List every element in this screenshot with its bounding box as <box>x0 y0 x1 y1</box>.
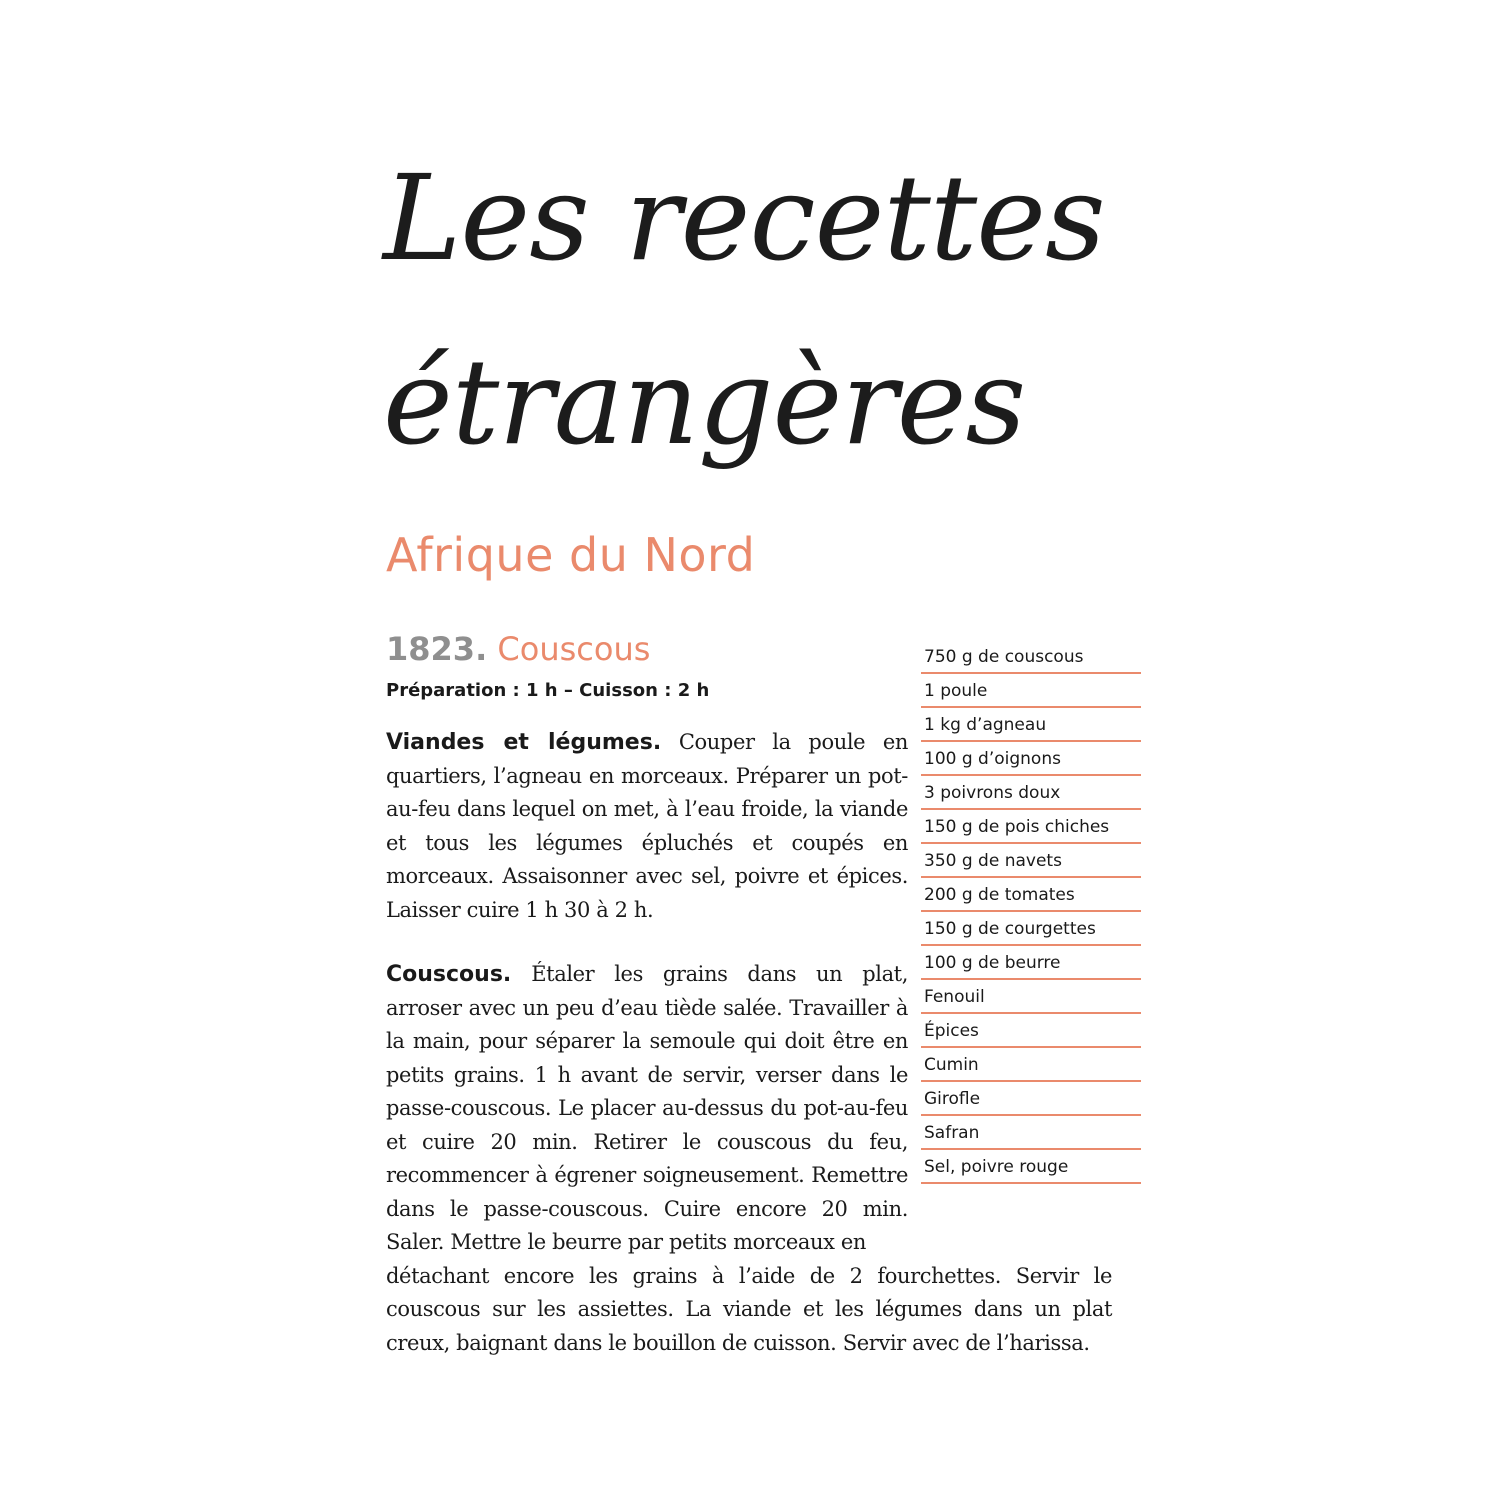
ingredient-item: Cumin <box>921 1048 1141 1082</box>
ingredient-item: 1 kg d’agneau <box>921 708 1141 742</box>
recipe-name: Couscous <box>497 630 651 668</box>
title-line-2: étrangères <box>383 333 1026 471</box>
step-lead: Viandes et légumes. <box>386 730 662 755</box>
ingredient-item: 750 g de couscous <box>921 640 1141 674</box>
ingredient-item: Girofle <box>921 1082 1141 1116</box>
step-text-continued: détachant encore les grains à l’aide de 2 fourchettes. Servir le couscous sur les assiettes. La viande et les légumes dans un plat creux, baignant dans le bouillon de cuisson. Servir avec de l’harissa. <box>386 1263 1112 1355</box>
ingredient-item: 350 g de navets <box>921 844 1141 878</box>
recipe-header <box>386 630 650 668</box>
step-paragraph <box>386 726 908 927</box>
ingredient-item: 100 g d’oignons <box>921 742 1141 776</box>
ingredient-item: 1 poule <box>921 674 1141 708</box>
ingredient-item: 150 g de courgettes <box>921 912 1141 946</box>
step-lead: Couscous. <box>386 962 512 987</box>
ingredient-item: Fenouil <box>921 980 1141 1014</box>
ingredient-item: 150 g de pois chiches <box>921 810 1141 844</box>
ingredient-item: 200 g de tomates <box>921 878 1141 912</box>
ingredient-item: Épices <box>921 1014 1141 1048</box>
recipe-number: 1823. <box>386 630 488 668</box>
step-text: Étaler les grains dans un plat, arroser avec un peu d’eau tiède salée. Travailler à la main, pour séparer la semoule qui doit être en petits grains. 1 h avant de servir, verser dans le passe-couscous. Le placer au-dessus du pot-au-feu et cuire 20 min. Retirer le couscous du feu, recommencer à égrener soigneusement. Remettre dans le passe-couscous. Cuire encore 20 min. Saler. Mettre le beurre par petits morceaux en <box>386 962 908 1254</box>
section-heading: Afrique du Nord <box>386 528 756 582</box>
recipe-timing: Préparation : 1 h – Cuisson : 2 h <box>386 680 710 701</box>
ingredient-item: Sel, poivre rouge <box>921 1150 1141 1184</box>
ingredient-item: 3 poivrons doux <box>921 776 1141 810</box>
ingredient-list <box>921 640 1141 1184</box>
page-title <box>383 126 1283 494</box>
step-text: Couper la poule en quartiers, l’agneau en morceaux. Préparer un pot-au-feu dans lequel on met, à l’eau froide, la viande et tous les légumes épluchés et coupés en morceaux. Assaisonner avec sel, poivre et épices. Laisser cuire 1 h 30 à 2 h. <box>386 730 908 922</box>
title-line-1: Les recettes <box>383 149 1105 287</box>
ingredient-item: Safran <box>921 1116 1141 1150</box>
ingredient-item: 100 g de beurre <box>921 946 1141 980</box>
